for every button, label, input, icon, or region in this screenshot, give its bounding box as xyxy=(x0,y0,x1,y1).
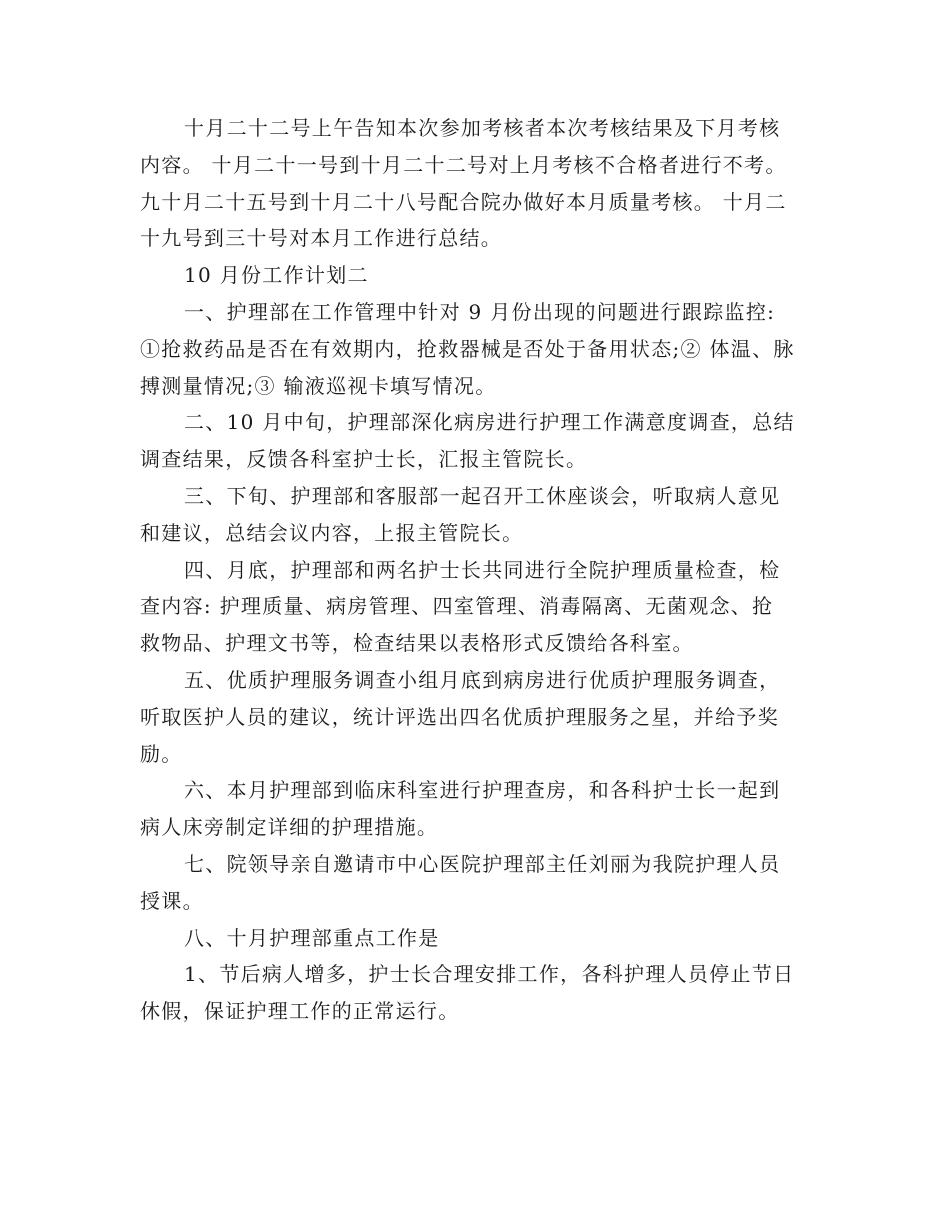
text-line: 二、10 月中旬，护理部深化病房进行护理工作满意度调查，总结 xyxy=(184,410,795,435)
text-line: 救物品、护理文书等，检查结果以表格形式反馈给各科室。 xyxy=(140,631,694,656)
text-line: 授课。 xyxy=(140,888,204,913)
text-line: 调查结果，反馈各科室护士长，汇报主管院长。 xyxy=(140,447,588,472)
text-line: 十月二十二号上午告知本次参加考核者本次考核结果及下月考核 xyxy=(184,116,781,140)
text-line: 病人床旁制定详细的护理措施。 xyxy=(140,815,439,840)
text-line: 1、节后病人增多，护士长合理安排工作，各科护理人员停止节日 xyxy=(184,962,795,987)
text-line: 三、下旬、护理部和客服部一起召开工休座谈会，听取病人意见 xyxy=(184,483,781,508)
text-line: 十九号到三十号对本月工作进行总结。 xyxy=(140,226,503,251)
paragraph-10 xyxy=(140,920,802,957)
text-line: 六、本月护理部到临床科室进行护理查房，和各科护士长一起到 xyxy=(184,778,781,803)
paragraph-9 xyxy=(140,846,802,920)
paragraph-7 xyxy=(140,662,802,772)
text-line: 和建议，总结会议内容，上报主管院长。 xyxy=(140,520,524,545)
paragraph-11 xyxy=(140,956,802,1030)
text-line: 四、月底，护理部和两名护士长共同进行全院护理质量检查，检 xyxy=(184,557,781,582)
text-line: 八、十月护理部重点工作是 xyxy=(184,925,440,950)
text-line: 九十月二十五号到十月二十八号配合院办做好本月质量考核。 十月二 xyxy=(140,189,787,214)
text-line: ①抢救药品是否在有效期内，抢救器械是否处于备用状态;② 体温、脉 xyxy=(140,336,795,361)
text-line: 休假，保证护理工作的正常运行。 xyxy=(140,999,460,1024)
paragraph-3 xyxy=(140,294,802,404)
paragraph-4 xyxy=(140,404,802,478)
text-line: 10 月份工作计划二 xyxy=(184,263,369,288)
text-line: 七、院领导亲自邀请市中心医院护理部主任刘丽为我院护理人员 xyxy=(184,851,781,876)
text-line: 励。 xyxy=(140,741,183,766)
paragraph-5 xyxy=(140,478,802,552)
paragraph-2-heading xyxy=(140,257,802,294)
text-line: 五、优质护理服务调查小组月底到病房进行优质护理服务调查， xyxy=(184,667,781,692)
text-line: 查内容: 护理质量、病房管理、四室管理、消毒隔离、无菌观念、抢 xyxy=(140,594,774,619)
paragraph-6 xyxy=(140,552,802,662)
document-body xyxy=(140,110,802,1030)
text-line: 一、护理部在工作管理中针对 9 月份出现的问题进行跟踪监控: xyxy=(184,299,776,324)
text-line: 听取医护人员的建议，统计评选出四名优质护理服务之星，并给予奖 xyxy=(140,704,779,729)
text-line: 内容。 十月二十一号到十月二十二号对上月考核不合格者进行不考。 xyxy=(140,152,787,177)
text-line: 搏测量情况;③ 输液巡视卡填写情况。 xyxy=(140,373,497,398)
paragraph-1 xyxy=(140,110,802,257)
paragraph-8 xyxy=(140,772,802,846)
